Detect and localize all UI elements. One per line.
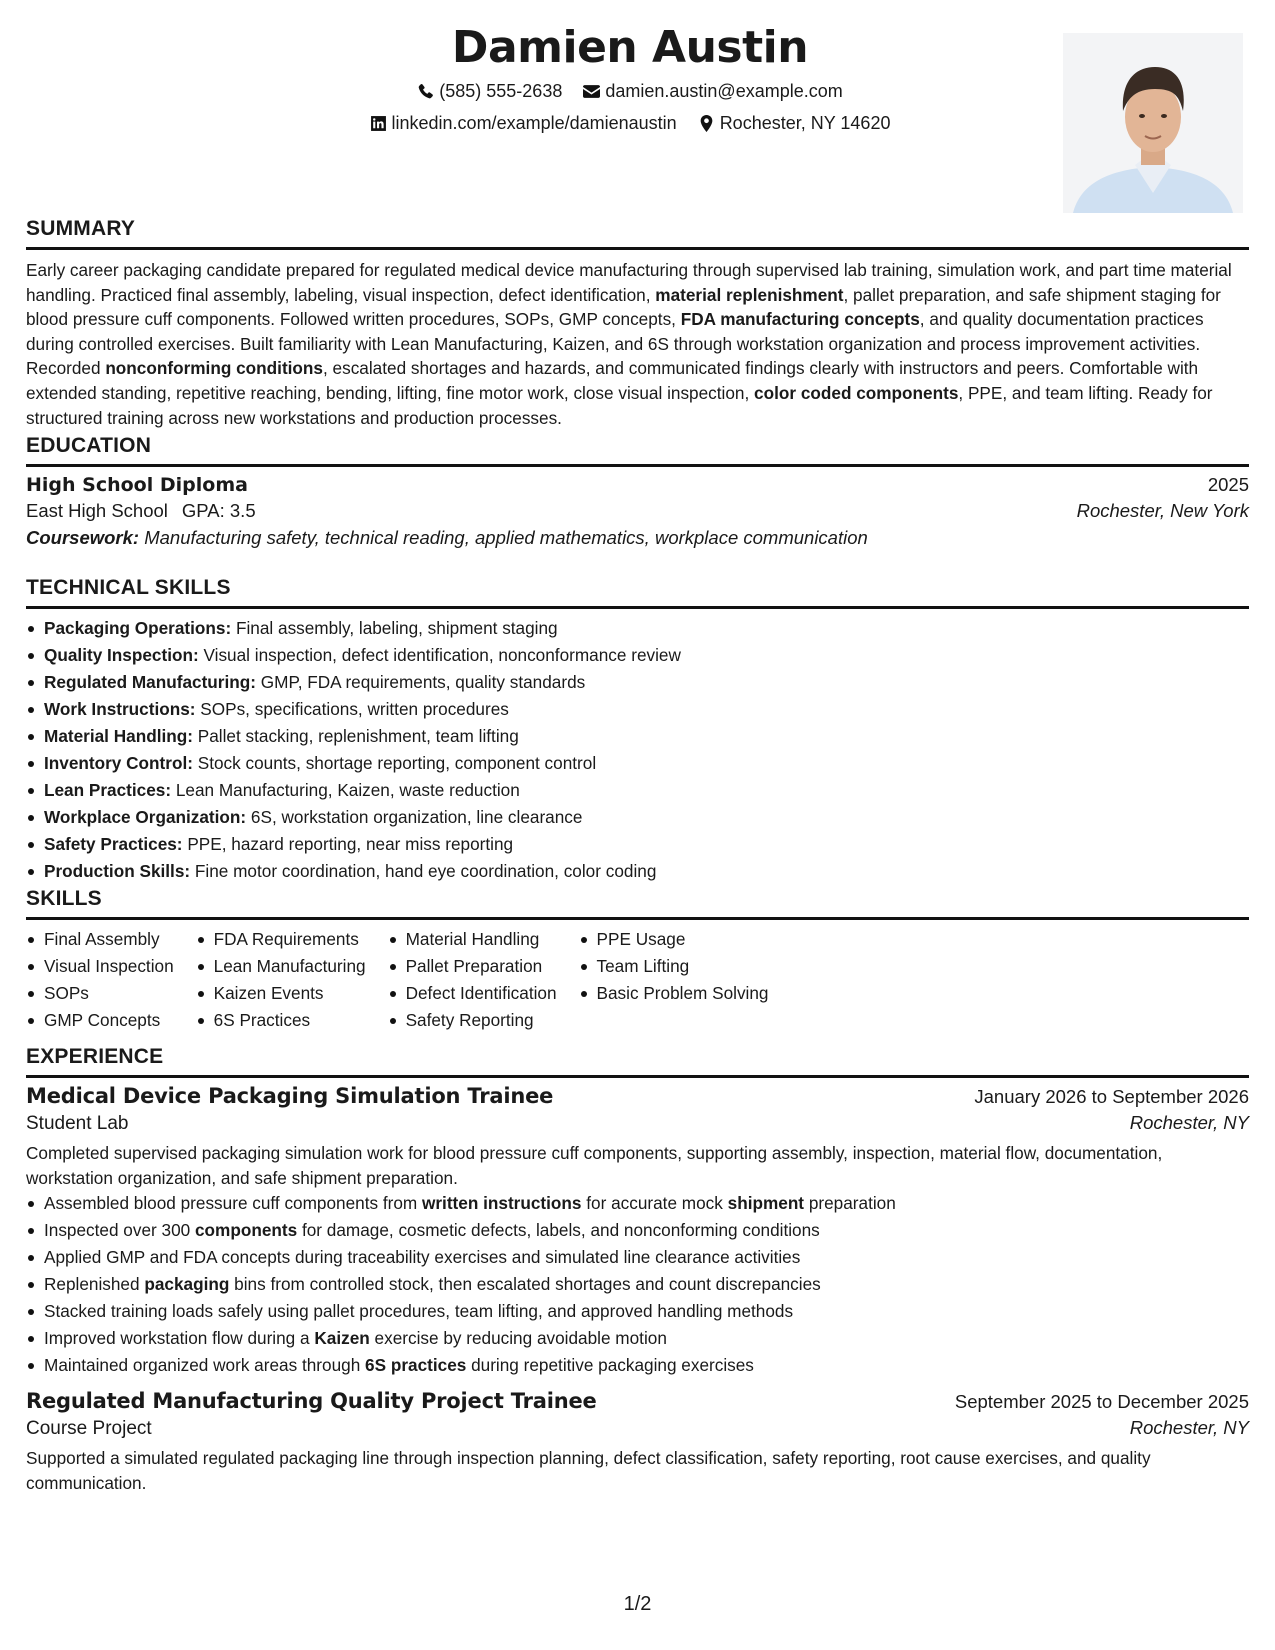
- location-text: Rochester, NY 14620: [719, 113, 891, 133]
- emphasized-text: written instructions: [422, 1193, 582, 1214]
- text-run: Improved workstation flow during a: [44, 1328, 315, 1349]
- school-info: [26, 500, 256, 522]
- profile-photo: [1063, 33, 1243, 213]
- skills-column: [388, 926, 557, 1034]
- skill-details: Visual inspection, defect identification, nonconformance review: [198, 645, 681, 665]
- email-contact[interactable]: [583, 81, 842, 102]
- skill-details: GMP, FDA requirements, quality standards: [255, 672, 586, 692]
- technical-skill-item: [26, 642, 1249, 669]
- technical-skill-item: [26, 696, 1249, 723]
- job-description: Completed supervised packaging simulation work for blood pressure cuff components, supporting assembly, inspection, material flow, documentation, workstation organization, and safe shipment preparation.: [26, 1143, 1163, 1188]
- skill-category: Packaging Operations:: [44, 618, 232, 638]
- technical-skills-list: [26, 615, 1249, 885]
- job-organization: Student Lab: [26, 1113, 129, 1134]
- emphasized-text: packaging: [144, 1274, 230, 1295]
- skill-details: Pallet stacking, replenishment, team lifting: [192, 726, 519, 746]
- skill-item: Kaizen Events: [196, 980, 366, 1007]
- text-run: , pallet preparation, and safe shipment staging for blood pressure cuff components. Followed written procedures, SOPs, GMP concepts,: [26, 284, 1221, 330]
- text-run: during repetitive packaging exercises: [466, 1355, 754, 1376]
- job-bullet: [26, 1271, 1249, 1298]
- emphasized-text: components: [194, 1220, 298, 1241]
- job-location: Rochester, NY: [1129, 1417, 1249, 1439]
- job-org-row: [26, 1417, 1249, 1440]
- skill-category: Material Handling:: [44, 726, 193, 746]
- resume-header: [0, 0, 1275, 220]
- skill-item: Visual Inspection: [26, 953, 174, 980]
- skill-details: Lean Manufacturing, Kaizen, waste reduction: [171, 780, 520, 800]
- skill-details: 6S, workstation organization, line clearance: [246, 807, 583, 827]
- section-title-skills: SKILLS: [26, 887, 102, 910]
- emphasized-text: color coded components: [754, 382, 959, 403]
- text-run: Replenished: [44, 1274, 145, 1295]
- technical-skill-item: [26, 615, 1249, 642]
- job-header-row: [26, 1084, 1249, 1108]
- text-run: for damage, cosmetic defects, labels, and nonconforming conditions: [297, 1220, 820, 1241]
- education-section: [26, 434, 1249, 549]
- skill-item: Material Handling: [388, 926, 557, 953]
- text-run: Maintained organized work areas through: [44, 1355, 366, 1376]
- text-run: Inspected over 300: [44, 1220, 195, 1241]
- technical-skill-item: [26, 750, 1249, 777]
- text-run: Stacked training loads safely using pallet procedures, team lifting, and approved handling methods: [44, 1301, 794, 1322]
- degree-name: High School Diploma: [26, 474, 248, 496]
- skill-category: Work Instructions:: [44, 699, 196, 719]
- skill-item: Pallet Preparation: [388, 953, 557, 980]
- experience-section: [26, 1045, 1249, 1495]
- job-title: Medical Device Packaging Simulation Trainee: [26, 1084, 554, 1108]
- coursework-text: Manufacturing safety, technical reading, applied mathematics, workplace communication: [144, 527, 868, 548]
- emphasized-text: 6S practices: [365, 1355, 467, 1376]
- skill-item: Basic Problem Solving: [579, 980, 769, 1007]
- text-run: , PPE, and team lifting. Ready for structured training across new workstations and production processes.: [26, 382, 1213, 428]
- technical-skill-item: [26, 831, 1249, 858]
- job-entry: [26, 1084, 1249, 1379]
- map-pin-icon: [698, 115, 715, 132]
- job-bullet: [26, 1217, 1249, 1244]
- skill-details: Stock counts, shortage reporting, component control: [192, 753, 597, 773]
- location-contact: [698, 113, 891, 134]
- job-bullets: [26, 1190, 1249, 1379]
- text-run: for accurate mock: [581, 1193, 728, 1214]
- page-number: 1/2: [623, 1593, 652, 1615]
- text-run: Assembled blood pressure cuff components from: [44, 1193, 422, 1214]
- linkedin-icon: [370, 115, 387, 132]
- section-divider: [26, 917, 1249, 920]
- skill-details: Fine motor coordination, hand eye coordination, color coding: [190, 861, 657, 881]
- job-bullet: [26, 1244, 1249, 1271]
- skill-item: FDA Requirements: [196, 926, 366, 953]
- skill-category: Safety Practices:: [44, 834, 183, 854]
- education-school-row: [26, 500, 1249, 522]
- skill-category: Inventory Control:: [44, 753, 193, 773]
- education-header-row: [26, 474, 1249, 496]
- section-divider: [26, 606, 1249, 609]
- emphasized-text: FDA manufacturing concepts: [680, 309, 920, 330]
- text-run: bins from controlled stock, then escalated shortages and count discrepancies: [229, 1274, 821, 1295]
- phone-icon: [417, 83, 434, 100]
- emphasized-text: Kaizen: [314, 1328, 370, 1349]
- text-run: Early career packaging candidate prepared for regulated medical device manufacturing through supervised lab training, simulation work, and part time material handling. Practiced final assembly, labeling, visual inspection, defect identification,: [26, 260, 1232, 305]
- skill-item: Defect Identification: [388, 980, 557, 1007]
- skill-details: SOPs, specifications, written procedures: [195, 699, 509, 719]
- skill-details: PPE, hazard reporting, near miss reporting: [182, 834, 514, 854]
- graduation-year: 2025: [1207, 474, 1249, 495]
- phone-contact: [417, 81, 562, 102]
- text-run: , escalated shortages and hazards, and communicated findings clearly with instructors and peers. Comfortable with extended standing, repetitive reaching, bending, lifting, fine motor work, close visual inspection,: [26, 358, 1199, 403]
- job-organization: Course Project: [26, 1418, 152, 1440]
- job-bullet: [26, 1325, 1249, 1352]
- skill-item: Safety Reporting: [388, 1007, 557, 1034]
- job-header-row: [26, 1389, 1249, 1413]
- job-entry: [26, 1389, 1249, 1495]
- emphasized-text: material replenishment: [655, 284, 844, 305]
- skill-category: Lean Practices:: [44, 780, 172, 800]
- skills-section: [26, 887, 1249, 1034]
- skills-column: [196, 926, 366, 1034]
- skills-column: [579, 926, 769, 1034]
- linkedin-contact[interactable]: [370, 113, 677, 134]
- technical-skill-item: [26, 669, 1249, 696]
- job-dates: January 2026 to September 2026: [974, 1086, 1249, 1107]
- text-run: , and quality documentation practices during controlled exercises. Built familiarity with Lean Manufacturing, Kaizen, and 6S through workstation organization and process improvement activities. Recorded: [26, 309, 1204, 379]
- job-location: Rochester, NY: [1129, 1112, 1249, 1133]
- skills-column: [26, 926, 174, 1034]
- skills-columns: [26, 926, 1249, 1034]
- job-description: Supported a simulated regulated packaging line through inspection planning, defect classification, safety reporting, root cause exercises, and quality communication.: [26, 1448, 1151, 1493]
- text-run: exercise by reducing avoidable motion: [369, 1328, 667, 1349]
- linkedin-url[interactable]: linkedin.com/example/damienaustin: [391, 113, 677, 133]
- candidate-name: Damien Austin: [451, 22, 809, 73]
- skill-item: 6S Practices: [196, 1007, 366, 1034]
- coursework-label: Coursework:: [26, 527, 140, 548]
- school-location: Rochester, New York: [1076, 500, 1249, 521]
- section-title-experience: EXPERIENCE: [26, 1045, 164, 1068]
- text-run: preparation: [804, 1193, 896, 1214]
- experience-list: [26, 1084, 1249, 1495]
- coursework-line: [26, 527, 1249, 549]
- text-run: Applied GMP and FDA concepts during traceability exercises and simulated line clearance activities: [44, 1247, 801, 1268]
- skill-item: Final Assembly: [26, 926, 174, 953]
- section-divider: [26, 1075, 1249, 1078]
- section-title-summary: SUMMARY: [26, 217, 136, 240]
- emphasized-text: nonconforming conditions: [105, 358, 323, 379]
- section-title-technical-skills: TECHNICAL SKILLS: [26, 576, 231, 599]
- skill-item: Lean Manufacturing: [196, 953, 366, 980]
- technical-skill-item: [26, 723, 1249, 750]
- gpa: GPA: 3.5: [181, 500, 256, 521]
- job-bullet: [26, 1190, 1249, 1217]
- skill-category: Production Skills:: [44, 861, 191, 881]
- job-dates: September 2025 to December 2025: [954, 1391, 1249, 1413]
- summary-text: [26, 258, 1249, 430]
- email-address[interactable]: damien.austin@example.com: [605, 81, 843, 101]
- job-title: Regulated Manufacturing Quality Project Trainee: [26, 1389, 597, 1414]
- envelope-icon: [583, 83, 600, 100]
- emphasized-text: shipment: [727, 1193, 805, 1214]
- section-divider: [26, 247, 1249, 250]
- technical-skill-item: [26, 777, 1249, 804]
- job-bullet: [26, 1298, 1249, 1325]
- summary-section: [26, 217, 1249, 430]
- skill-item: Team Lifting: [579, 953, 769, 980]
- skill-item: GMP Concepts: [26, 1007, 174, 1034]
- school-name: East High School: [26, 500, 168, 521]
- skill-category: Quality Inspection:: [44, 645, 199, 665]
- skill-item: PPE Usage: [579, 926, 769, 953]
- section-title-education: EDUCATION: [26, 434, 152, 457]
- technical-skill-item: [26, 858, 1249, 885]
- phone-number: (585) 555-2638: [439, 81, 563, 101]
- technical-skill-item: [26, 804, 1249, 831]
- section-divider: [26, 464, 1249, 467]
- skill-item: SOPs: [26, 980, 174, 1007]
- skill-category: Workplace Organization:: [44, 807, 247, 827]
- job-org-row: [26, 1112, 1249, 1135]
- skill-category: Regulated Manufacturing:: [44, 672, 256, 692]
- skill-details: Final assembly, labeling, shipment staging: [231, 618, 558, 638]
- job-bullet: [26, 1352, 1249, 1379]
- technical-skills-section: [26, 576, 1249, 885]
